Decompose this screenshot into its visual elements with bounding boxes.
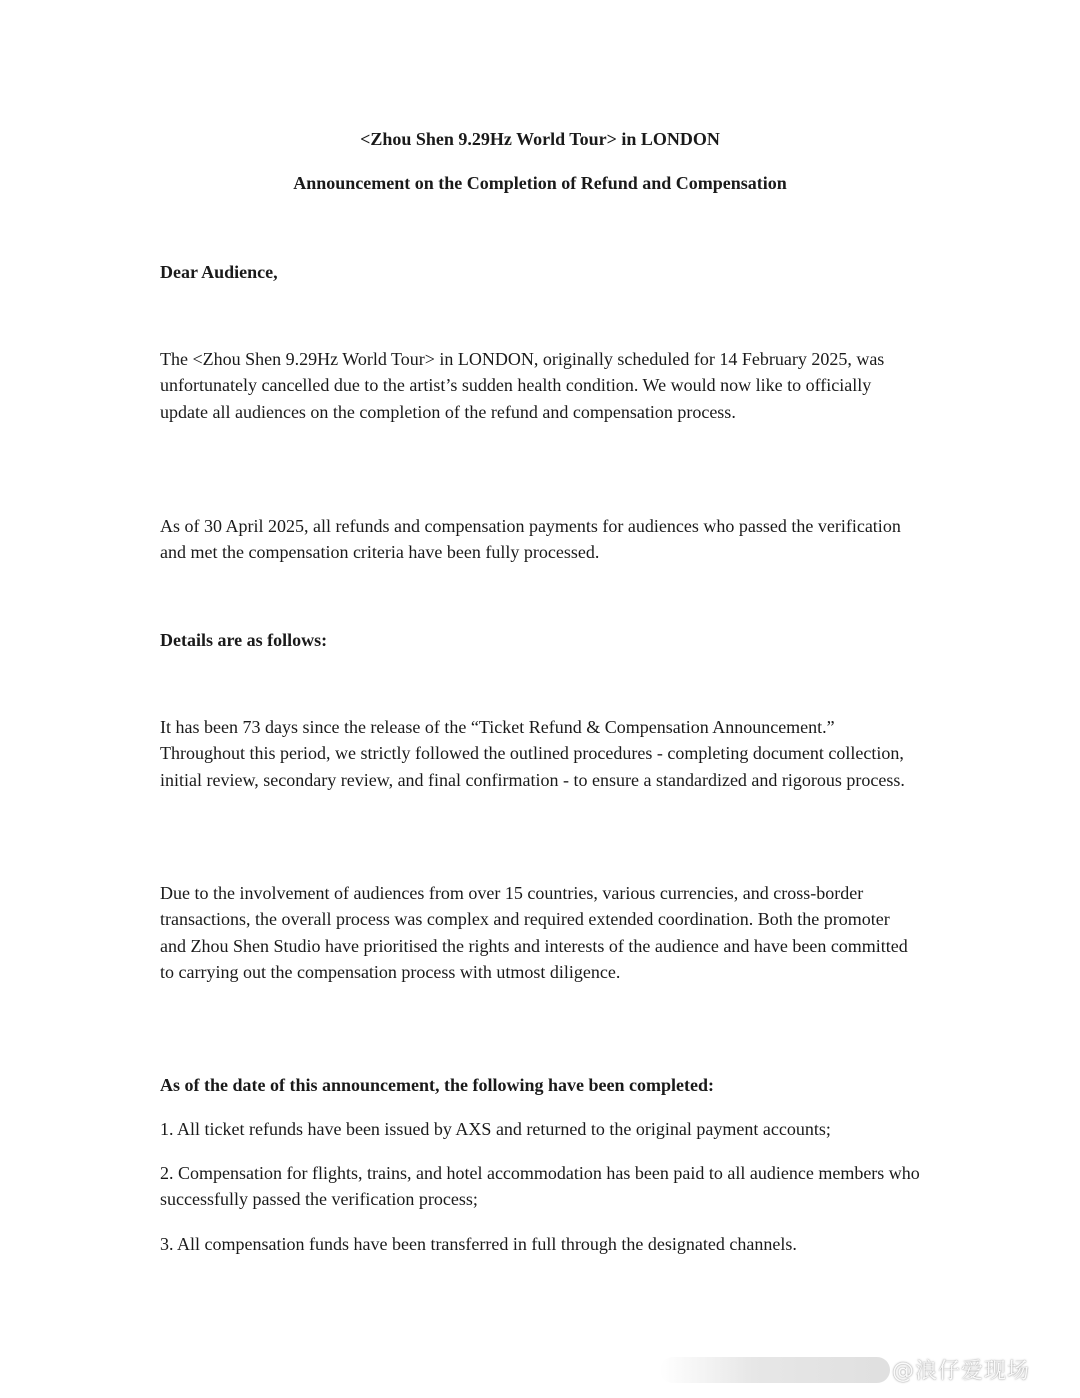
completed-heading: As of the date of this announcement, the following have been completed: — [160, 1075, 714, 1095]
salutation: Dear Audience, — [160, 262, 278, 282]
watermark-backdrop — [660, 1357, 890, 1383]
paragraph-intro: The <Zhou Shen 9.29Hz World Tour> in LONDON, originally scheduled for 14 February 2025, was unfortunately cancelled due to the artist’s sudden health condition. We would now like to officially update all audiences on the completion of the refund and compensation process. — [160, 349, 885, 422]
paragraph-complexity: Due to the involvement of audiences from over 15 countries, various currencies, and cross-border transactions, the overall process was complex and required extended coordination. Both the promoter and Zhou Shen Studio have prioritised the rights and interests of the audience and have been committed to carrying out the compensation process with utmost diligence. — [160, 883, 908, 982]
document-subtitle: Announcement on the Completion of Refund and Compensation — [293, 173, 787, 193]
document-title: <Zhou Shen 9.29Hz World Tour> in LONDON — [360, 129, 720, 149]
paragraph-status: As of 30 April 2025, all refunds and compensation payments for audiences who passed the verification and met the compensation criteria have been fully processed. — [160, 516, 901, 563]
watermark: @浪仔爱现场 — [892, 1359, 1031, 1384]
paragraph-process: It has been 73 days since the release of the “Ticket Refund & Compensation Announcement.” Throughout this period, we strictly followed the outlined procedures - completing document collection, initial review, secondary review, and final confirmation - to ensure a standardized and rigorous process. — [160, 717, 905, 790]
list-item: 1. All ticket refunds have been issued by AXS and returned to the original payment accounts; — [160, 1119, 831, 1139]
list-item: 3. All compensation funds have been transferred in full through the designated channels. — [160, 1234, 797, 1254]
list-item: 2. Compensation for flights, trains, and hotel accommodation has been paid to all audience members who successfully passed the verification process; — [160, 1163, 920, 1210]
details-heading: Details are as follows: — [160, 630, 328, 650]
